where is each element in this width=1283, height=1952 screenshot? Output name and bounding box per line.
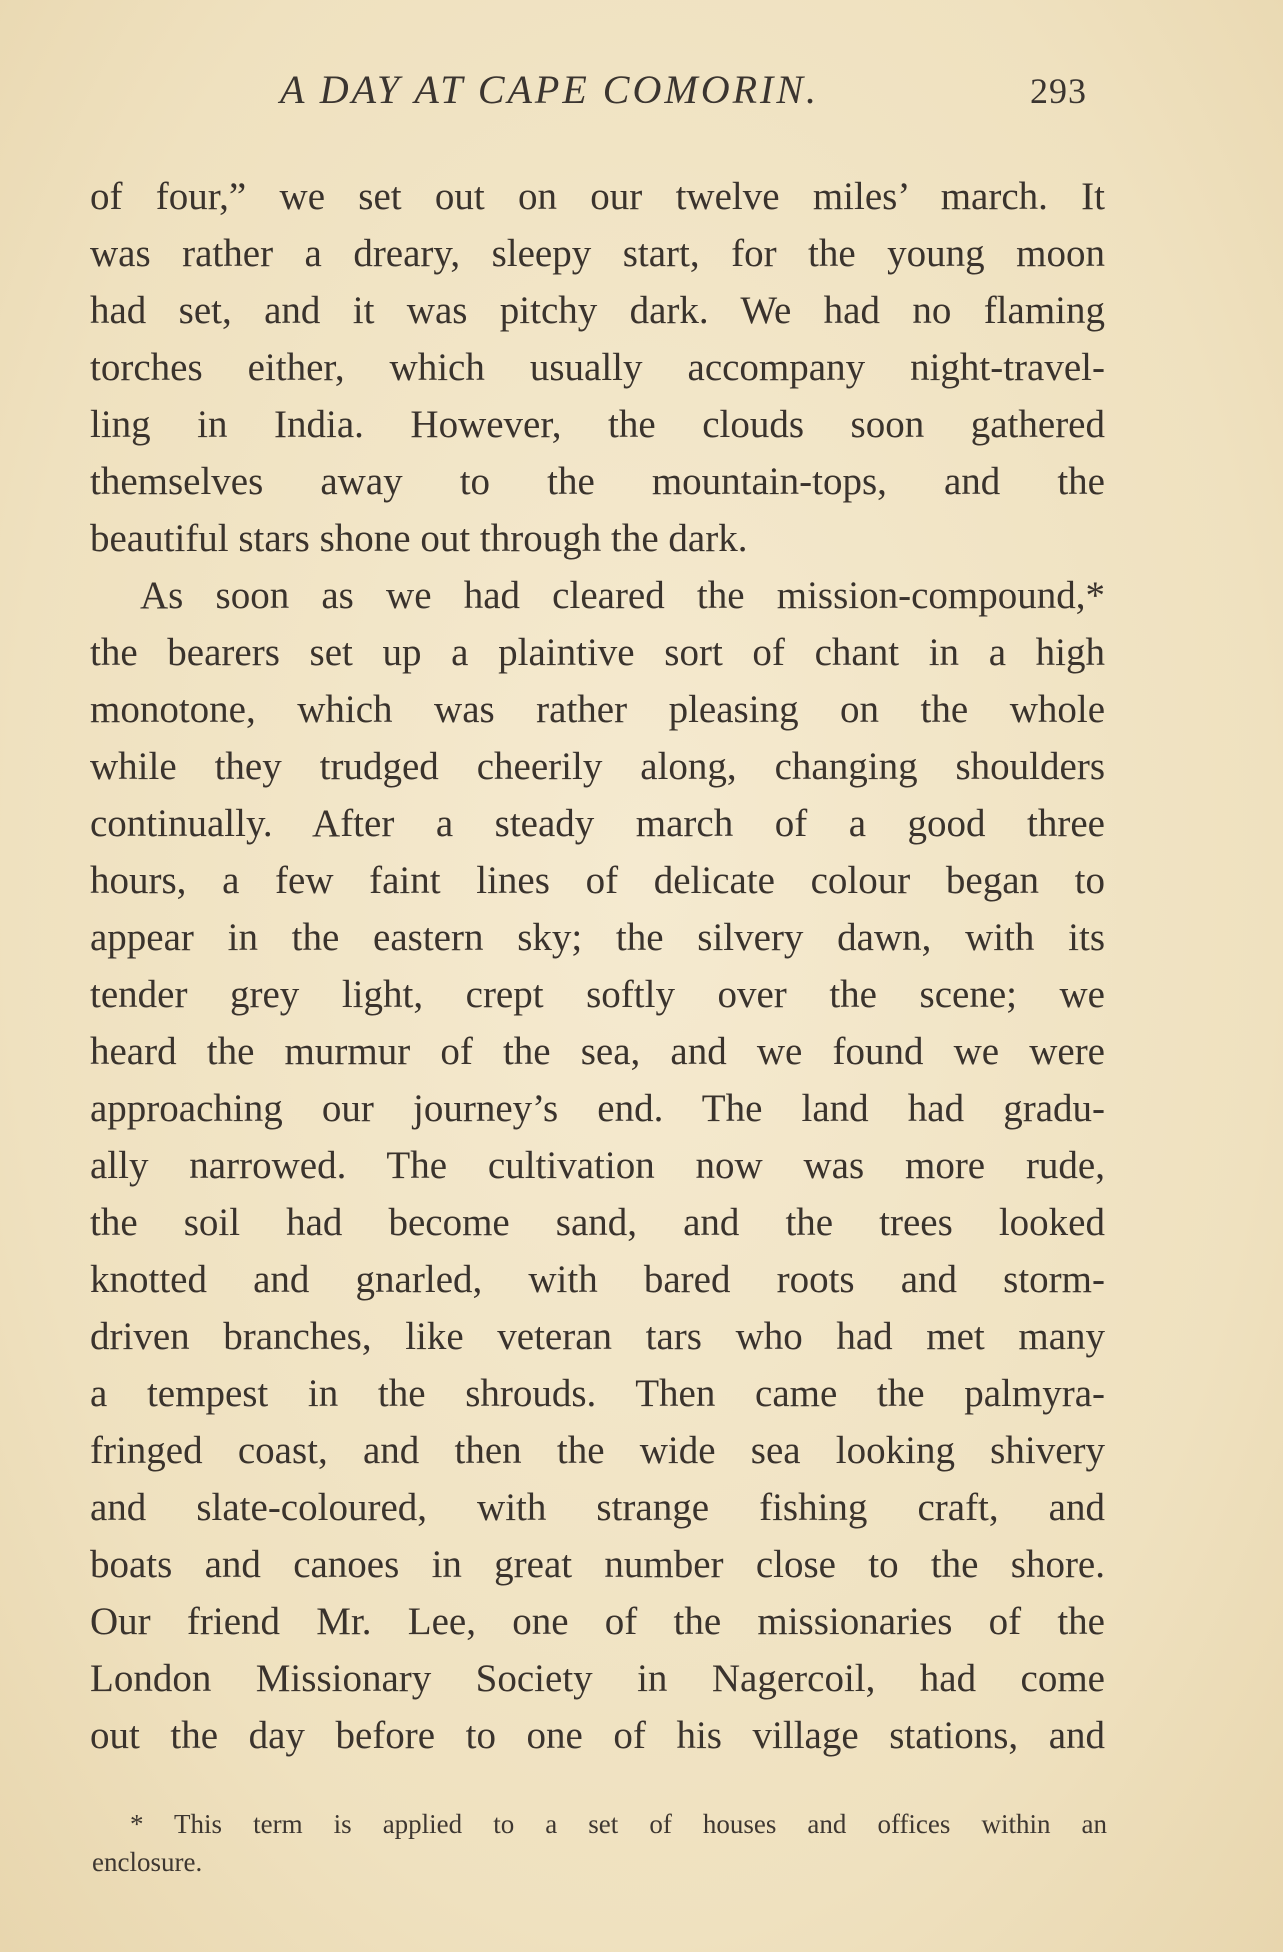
text-line: boats and canoes in great number close to the shore. bbox=[90, 1543, 1105, 1586]
text-line: a tempest in the shrouds. Then came the palmyra- bbox=[90, 1372, 1105, 1415]
footnote bbox=[92, 1805, 1107, 1881]
text-line: appear in the eastern sky; the silvery dawn, with its bbox=[90, 916, 1105, 959]
text-line: fringed coast, and then the wide sea looking shivery bbox=[90, 1429, 1105, 1472]
text-line: themselves away to the mountain-tops, and the bbox=[90, 460, 1105, 503]
running-title: A DAY AT CAPE COMORIN. bbox=[280, 67, 820, 112]
text-line: driven branches, like veteran tars who had met many bbox=[90, 1315, 1105, 1358]
text-line: continually. After a steady march of a good three bbox=[90, 802, 1105, 845]
text-line: knotted and gnarled, with bared roots and storm- bbox=[90, 1258, 1105, 1301]
text-line: and slate-coloured, with strange fishing craft, and bbox=[90, 1486, 1105, 1529]
text-line: tender grey light, crept softly over the scene; we bbox=[90, 973, 1105, 1016]
text-line: the soil had become sand, and the trees looked bbox=[90, 1201, 1105, 1244]
footnote-line: * This term is applied to a set of houses and offices within an bbox=[130, 1809, 1107, 1839]
body-text bbox=[90, 168, 1105, 1764]
text-line: hours, a few faint lines of delicate colour began to bbox=[90, 859, 1105, 902]
text-line: torches either, which usually accompany night-travel- bbox=[90, 346, 1105, 389]
text-line: ling in India. However, the clouds soon gathered bbox=[90, 403, 1105, 446]
text-line: beautiful stars shone out through the dark. bbox=[90, 517, 748, 560]
text-line: London Missionary Society in Nagercoil, had come bbox=[90, 1657, 1105, 1700]
page-number: 293 bbox=[1030, 71, 1087, 111]
page-header bbox=[0, 66, 1283, 126]
text-line: approaching our journey’s end. The land had gradu- bbox=[90, 1087, 1105, 1130]
text-line: monotone, which was rather pleasing on the whole bbox=[90, 688, 1105, 731]
text-line: of four,” we set out on our twelve miles’ march. It bbox=[90, 175, 1105, 218]
paragraph-1 bbox=[90, 168, 1105, 567]
text-line: Our friend Mr. Lee, one of the missionaries of the bbox=[90, 1600, 1105, 1643]
text-line: As soon as we had cleared the mission-compound,* bbox=[140, 574, 1105, 617]
text-line: had set, and it was pitchy dark. We had no flaming bbox=[90, 289, 1105, 332]
text-line: heard the murmur of the sea, and we found we were bbox=[90, 1030, 1105, 1073]
footnote-line: enclosure. bbox=[92, 1847, 203, 1877]
text-line: the bearers set up a plaintive sort of chant in a high bbox=[90, 631, 1105, 674]
text-line: was rather a dreary, sleepy start, for the young moon bbox=[90, 232, 1105, 275]
paragraph-2 bbox=[90, 567, 1105, 1764]
text-line: out the day before to one of his village stations, and bbox=[90, 1714, 1105, 1757]
text-line: while they trudged cheerily along, changing shoulders bbox=[90, 745, 1105, 788]
text-line: ally narrowed. The cultivation now was more rude, bbox=[90, 1144, 1105, 1187]
